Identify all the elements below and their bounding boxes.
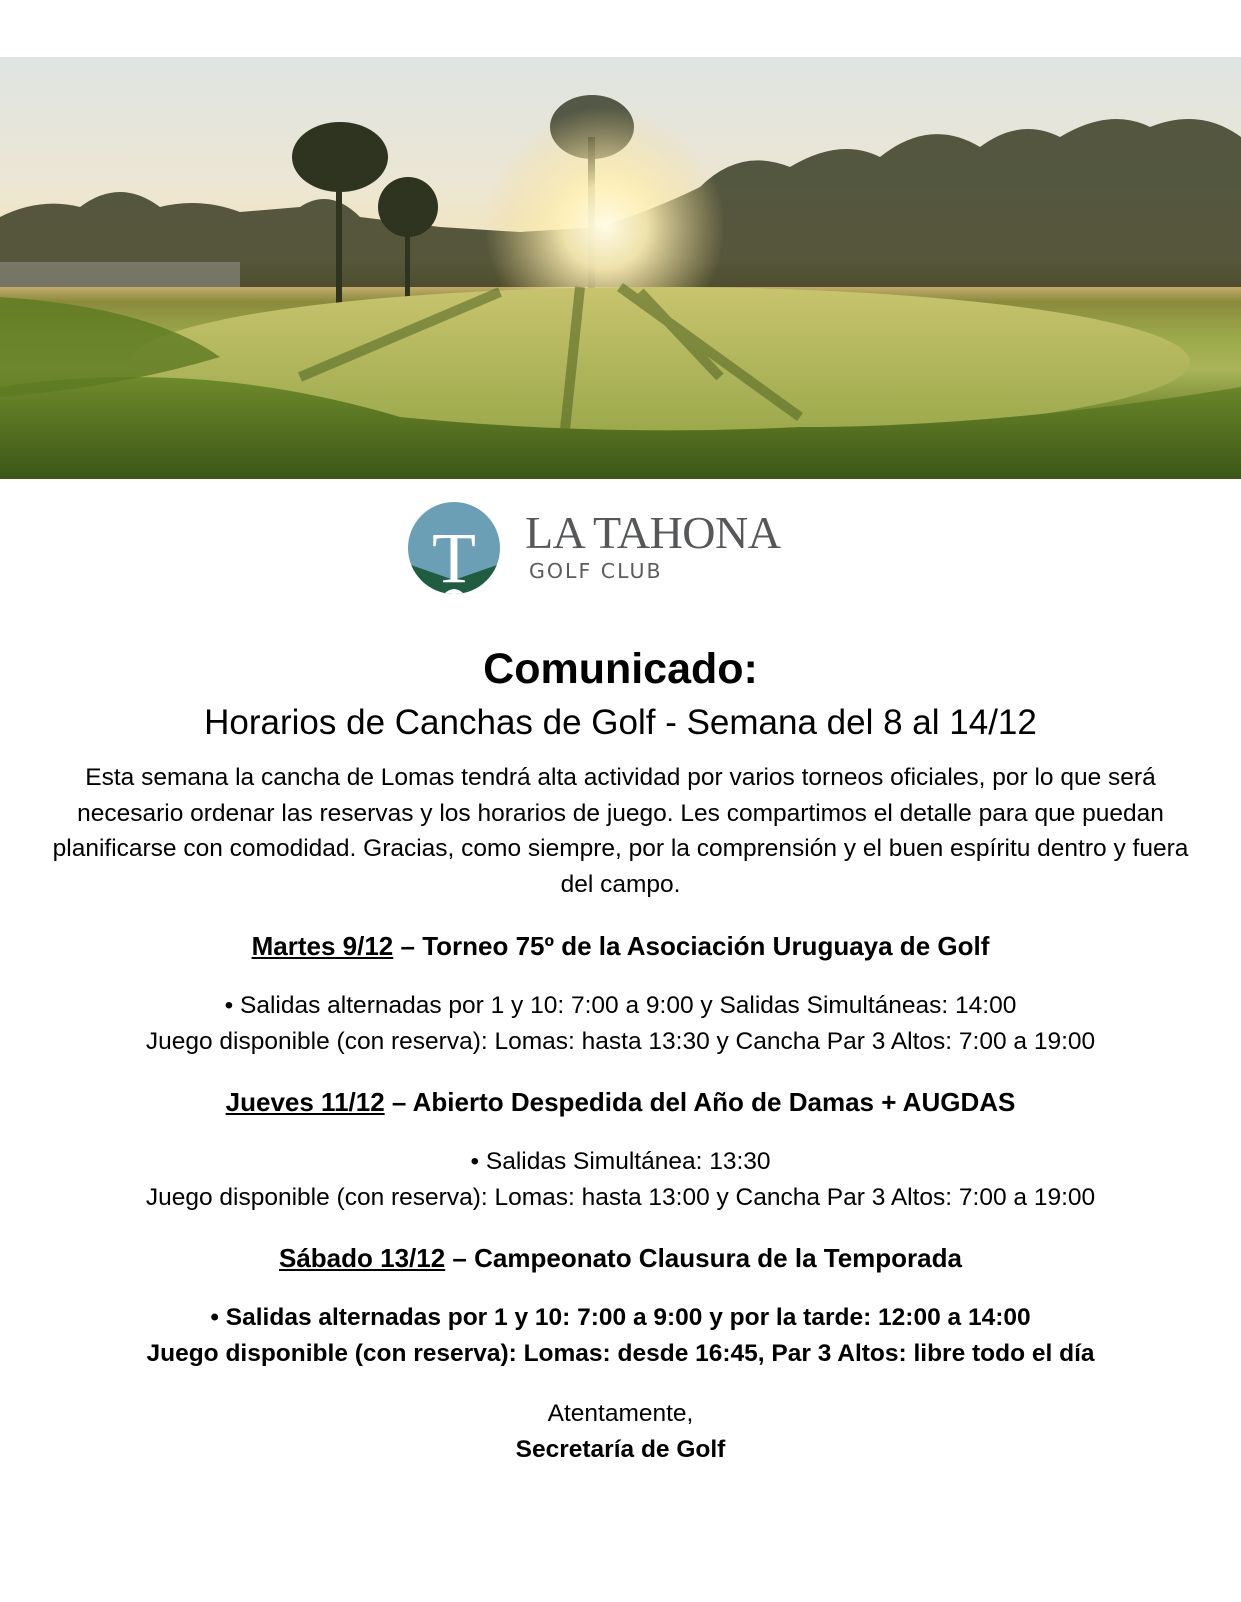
event-schedule bbox=[0, 988, 1241, 1059]
event-day: Martes 9/12 bbox=[251, 931, 394, 961]
event-title bbox=[0, 1084, 1241, 1120]
page-title: Comunicado: bbox=[483, 645, 758, 693]
event-thursday bbox=[0, 1084, 1241, 1215]
event-saturday bbox=[0, 1240, 1241, 1371]
intro-paragraph: Esta semana la cancha de Lomas tendrá alta actividad por varios torneos oficiales, por lo que será necesario ordenar las reservas y los horarios de juego. Les compartimos el detalle para que puedan planificarse con comodidad. Gracias, como siempre, por la comprensión y el buen espíritu dentro y fuera del campo. bbox=[52, 764, 1189, 898]
club-subtitle: GOLF CLUB bbox=[529, 559, 663, 583]
event-name: Torneo 75º de la Asociación Uruguaya de Golf bbox=[422, 931, 990, 961]
event-departures: • Salidas Simultánea: 13:30 bbox=[470, 1148, 771, 1175]
event-separator: – bbox=[445, 1243, 475, 1273]
event-schedule bbox=[0, 1144, 1241, 1215]
club-name: LA TAHONA bbox=[525, 507, 781, 558]
event-name: Abierto Despedida del Año de Damas + AUGDAS bbox=[412, 1087, 1016, 1117]
event-departures: • Salidas alternadas por 1 y 10: 7:00 a 9:00 y por la tarde: 12:00 a 14:00 bbox=[210, 1304, 1031, 1331]
logo-initial: T bbox=[432, 518, 476, 594]
golf-course-illustration bbox=[0, 57, 1241, 479]
announcement-body bbox=[0, 640, 1241, 1467]
event-title bbox=[0, 928, 1241, 964]
closing-text: Atentamente, bbox=[547, 1400, 694, 1427]
event-availability: Juego disponible (con reserva): Lomas: desde 16:45, Par 3 Altos: libre todo el día bbox=[146, 1339, 1095, 1367]
club-logo bbox=[408, 502, 818, 594]
tahona-t-emblem-icon bbox=[408, 502, 500, 594]
event-day: Jueves 11/12 bbox=[225, 1087, 385, 1117]
hero-golf-course-photo bbox=[0, 57, 1241, 479]
page-subtitle: Horarios de Canchas de Golf - Semana del 8 al 14/12 bbox=[204, 703, 1037, 742]
event-day: Sábado 13/12 bbox=[279, 1243, 446, 1273]
event-availability: Juego disponible (con reserva): Lomas: hasta 13:30 y Cancha Par 3 Altos: 7:00 a 19:00 bbox=[145, 1027, 1096, 1055]
event-separator: – bbox=[384, 1087, 413, 1117]
event-separator: – bbox=[393, 931, 423, 961]
event-title bbox=[0, 1240, 1241, 1276]
event-availability: Juego disponible (con reserva): Lomas: hasta 13:00 y Cancha Par 3 Altos: 7:00 a 19:00 bbox=[145, 1183, 1096, 1211]
event-departures: • Salidas alternadas por 1 y 10: 7:00 a 9:00 y Salidas Simultáneas: 14:00 bbox=[224, 992, 1017, 1019]
event-name: Campeonato Clausura de la Temporada bbox=[474, 1243, 962, 1273]
event-schedule bbox=[0, 1300, 1241, 1371]
event-tuesday bbox=[0, 928, 1241, 1059]
signoff bbox=[0, 1396, 1241, 1467]
signature-organization: Secretaría de Golf bbox=[515, 1435, 726, 1463]
